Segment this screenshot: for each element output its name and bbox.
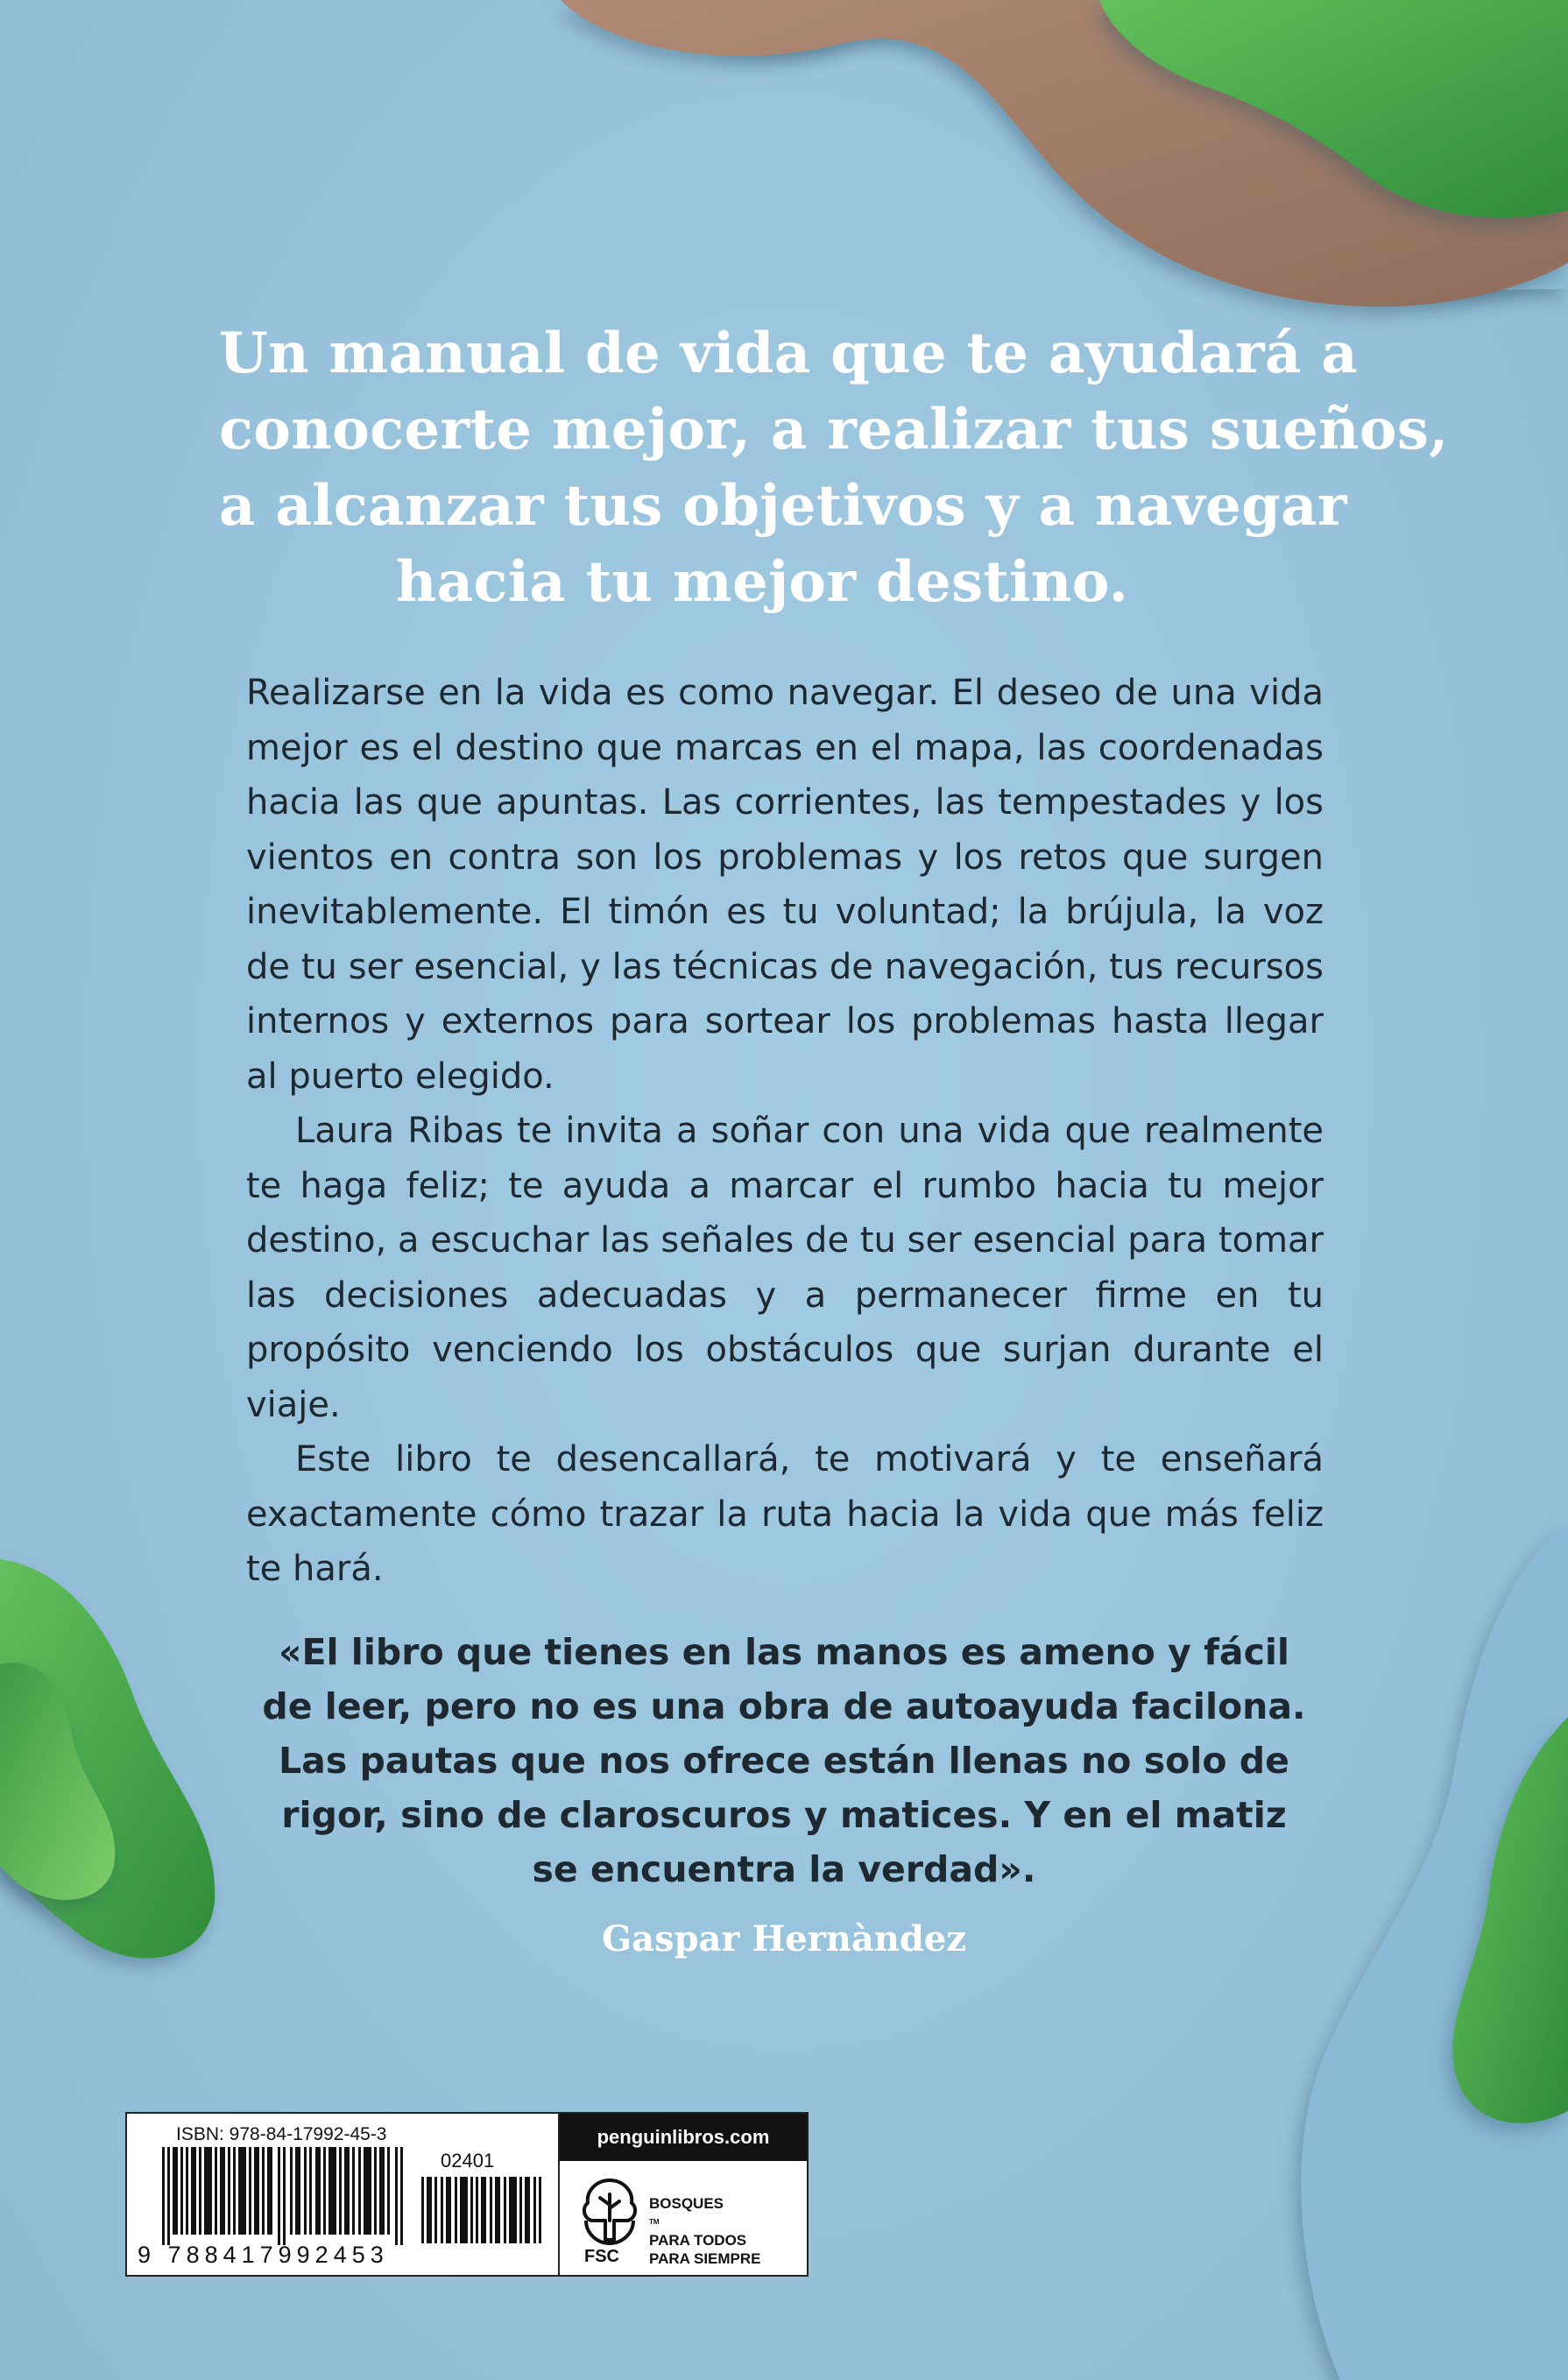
quote-author: Gaspar Hernàndez — [601, 1918, 966, 1960]
barcode-digit-string: 788417992453 — [167, 2242, 389, 2268]
ean-barcode — [162, 2147, 407, 2245]
headline-line: a alcanzar tus objetivos y a navegar — [219, 473, 1347, 539]
headline-line: Un manual de vida que te ayudará a — [219, 321, 1359, 386]
quote-line: Las pautas que nos ofrece están llenas no solo de — [279, 1740, 1289, 1782]
fsc-slogan-line: PARA SIEMPRE — [649, 2250, 761, 2267]
isbn-barcode-box — [125, 2112, 560, 2277]
synopsis-paragraph: Laura Ribas te invita a soñar con una vida que realmente te haga feliz; te ayuda a marcar el rumbo hacia tu mejor destino, a escuchar las señales de tu ser esencial para tomar las decisiones adecuadas y a permanecer firme en tu propósito venciendo los obstáculos que surjan durante el viaje. — [246, 1111, 1324, 1425]
quote-line: rigor, sino de claroscuros y matices. Y en el matiz — [281, 1794, 1287, 1836]
publisher-box — [560, 2112, 809, 2277]
synopsis-paragraph: Realizarse en la vida es como navegar. El deseo de una vida mejor es el destino que marcas en el mapa, las coordenadas hacia las que apuntas. Las corrientes, las tempestades y los vientos en contra son los problemas y los retos que surgen inevitablemente. El timón es tu voluntad; la brújula, la voz de tu ser esencial, y las técnicas de navegación, tus recursos internos y externos para sortear los problemas hasta llegar al puerto elegido. — [246, 673, 1324, 1097]
headline-line: conocerte mejor, a realizar tus sueños, — [219, 397, 1449, 463]
blurb-quote — [193, 1625, 1375, 1896]
headline-line: hacia tu mejor destino. — [395, 549, 1129, 615]
trademark-mark: TM — [649, 2218, 660, 2226]
quote-line: se encuentra la verdad». — [532, 1848, 1036, 1890]
fsc-slogan-line — [649, 2194, 761, 2231]
barcode-first-digit: 9 — [138, 2242, 157, 2268]
fsc-label: FSC — [584, 2247, 619, 2266]
fsc-slogan — [649, 2194, 761, 2268]
quote-line: de leer, pero no es una obra de autoayuda facilona. — [262, 1685, 1306, 1727]
addon-barcode — [421, 2177, 544, 2243]
fsc-slogan-line: PARA TODOS — [649, 2232, 747, 2249]
fsc-tree-icon — [579, 2177, 640, 2247]
isbn-text: ISBN: 978-84-17992-45-3 — [176, 2124, 387, 2144]
barcode-digits — [138, 2242, 389, 2269]
synopsis — [246, 666, 1324, 1597]
quote-line: «El libro que tienes en las manos es ameno y fácil — [278, 1631, 1289, 1673]
price-code: 02401 — [441, 2150, 495, 2172]
fsc-slogan-word: BOSQUES — [649, 2195, 724, 2212]
synopsis-paragraph: Este libro te desencallará, te motivará y te enseñará exactamente cómo trazar la ruta hacia la vida que más feliz te hará. — [246, 1439, 1324, 1589]
publisher-url: penguinlibros.com — [560, 2114, 807, 2161]
headline — [219, 315, 1449, 620]
